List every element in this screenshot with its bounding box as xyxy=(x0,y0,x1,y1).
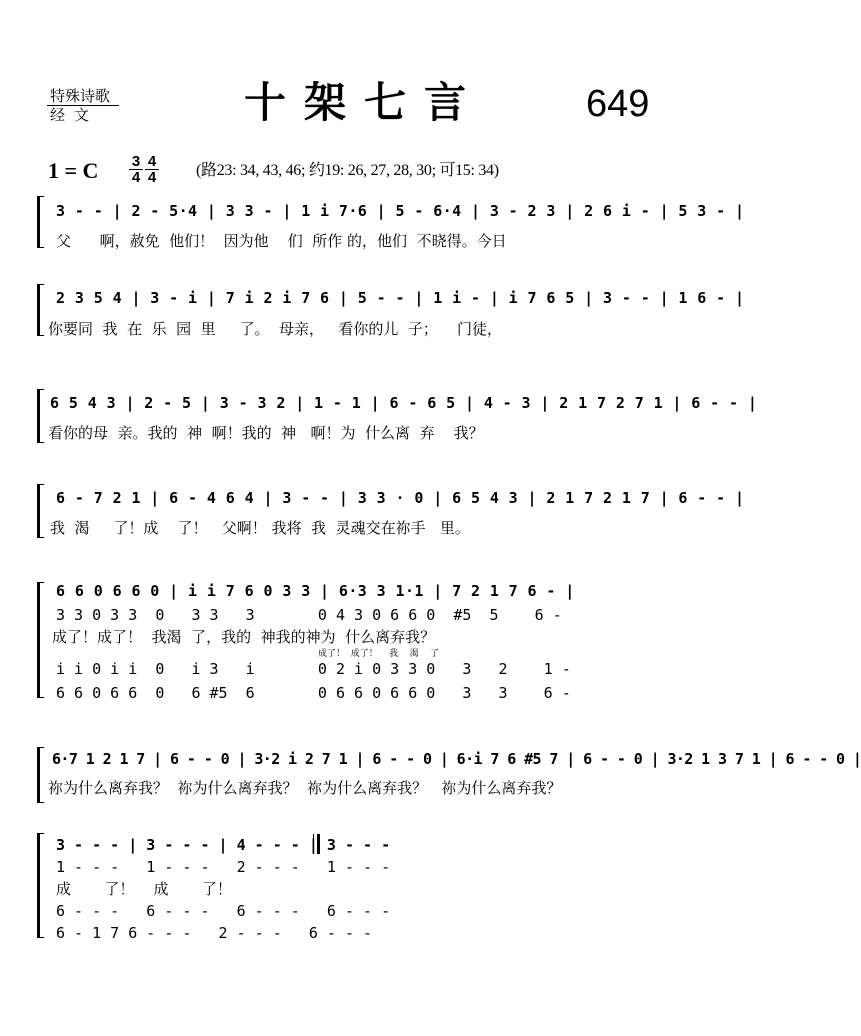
system-6-lyrics: 祢为什么离弃我？ 祢为什么离弃我？ 祢为什么离弃我？ 祢为什么离弃我？ xyxy=(48,779,562,797)
hymn-number: 649 xyxy=(586,83,650,125)
system-7-bass: 6 - 1 7 6 - - - 2 - - - 6 - - - xyxy=(56,924,373,942)
final-barline-thick xyxy=(317,834,320,854)
system-3-notes: 6 5 4 3 | 2 - 5 | 3 - 3 2 | 1 - 1 | 6 - 6 5 | 4 - 3 | 2 1 7 2 7 1 | 6 - - | xyxy=(50,394,758,412)
system-6-notes: 6·7 1 2 1 7 | 6 - - 0 | 3·2 i 2 7 1 | 6 - - 0 | 6·i 7 6 #5 7 | 6 - - 0 | 3·2 1 3 7 1 | 6 - - 0 | xyxy=(52,750,861,768)
system-bracket xyxy=(37,484,44,538)
category-label-line1: 特殊诗歌 xyxy=(50,87,111,105)
system-bracket xyxy=(37,582,44,698)
category-label-line2: 经文 xyxy=(50,106,99,124)
system-2-lyrics: 你要同 我 在 乐 园 里 了。 母亲， 看你的儿 子； 门徒， xyxy=(48,320,502,338)
system-5-small-lyrics: 成了！ 成了！ 我 渴 了 xyxy=(318,649,440,659)
system-bracket xyxy=(37,284,44,336)
time-signature-1-top: 3 xyxy=(131,153,141,170)
hymn-title: 十架七言 xyxy=(244,78,485,127)
system-bracket xyxy=(37,747,44,803)
time-signature-2-bottom: 4 xyxy=(147,169,157,186)
time-signature-1 xyxy=(128,155,144,184)
key-signature: 1 = C xyxy=(48,158,99,183)
system-2-notes: 2 3 5 4 | 3 - i | 7 i 2 i 7 6 | 5 - - | 1 i - | i 7 6 5 | 3 - - | 1 6 - | xyxy=(56,289,745,307)
system-7-lyrics: 成 了！ 成 了！ xyxy=(56,880,232,898)
system-bracket xyxy=(37,389,44,443)
time-signature-1-bottom: 4 xyxy=(131,169,141,186)
system-5-lyrics: 成了！成了！ 我渴 了，我的 神我的神为 什么离弃我？ xyxy=(52,628,436,646)
system-3-lyrics: 看你的母 亲。我的 神 啊！我的 神 啊！为 什么离 弃 我？ xyxy=(48,424,484,442)
system-1-lyrics: 父 啊，赦免 他们！ 因为他 们 所作 的，他们 不晓得。今日 xyxy=(56,232,507,250)
system-7-soprano: 3 - - - | 3 - - - | 4 - - - | 3 - - - xyxy=(56,836,391,854)
time-signature-2 xyxy=(144,155,160,184)
system-7-alto: 1 - - - 1 - - - 2 - - - 1 - - - xyxy=(56,858,391,876)
system-5-bass: 6 6 0 6 6 0 6 #5 6 0 6 6 0 6 6 0 3 3 6 - xyxy=(56,684,571,702)
system-5-soprano: 6 6 0 6 6 0 | i i 7 6 0 3 3 | 6·3 3 1·1 | 7 2 1 7 6 - | xyxy=(56,582,575,600)
system-4-lyrics: 我 渴 了！成 了！ 父啊！ 我将 我 灵魂交在祢手 里。 xyxy=(50,519,470,537)
system-bracket xyxy=(37,196,44,248)
system-4-notes: 6 - 7 2 1 | 6 - 4 6 4 | 3 - - | 3 3 · 0 | 6 5 4 3 | 2 1 7 2 1 7 | 6 - - | xyxy=(56,489,745,507)
scripture-references: (路23: 34, 43, 46; 约19: 26, 27, 28, 30; 可15: 34) xyxy=(196,162,499,179)
system-5-alto: 3 3 0 3 3 0 3 3 3 0 4 3 0 6 6 0 #5 5 6 - xyxy=(56,606,562,624)
final-barline-thin xyxy=(313,834,314,854)
system-bracket xyxy=(37,833,44,938)
system-5-tenor: i i 0 i i 0 i 3 i 0 2 i 0 3 3 0 3 2 1 - xyxy=(56,660,571,678)
time-signature-2-top: 4 xyxy=(147,153,157,170)
system-1-notes: 3 - - | 2 - 5·4 | 3 3 - | 1 i 7·6 | 5 - 6·4 | 3 - 2 3 | 2 6 i - | 5 3 - | xyxy=(56,202,745,220)
system-7-tenor: 6 - - - 6 - - - 6 - - - 6 - - - xyxy=(56,902,391,920)
